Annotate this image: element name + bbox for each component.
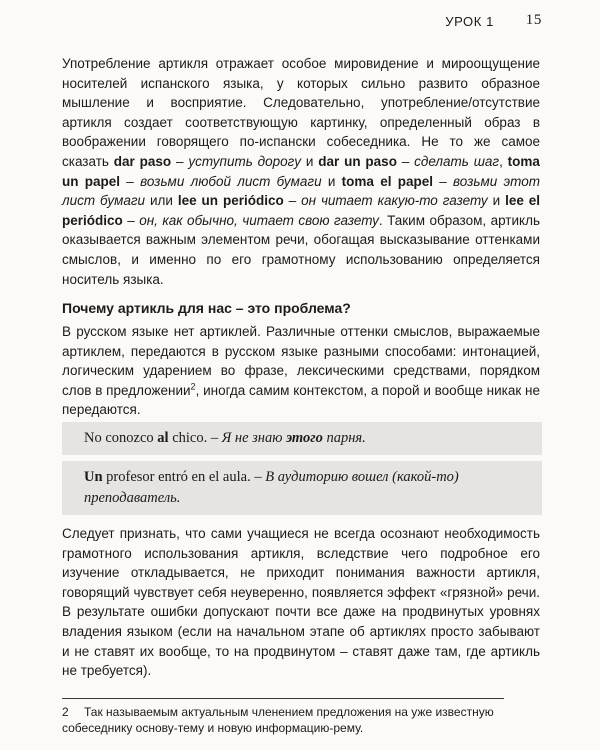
spanish-text: chico. [168,430,208,446]
text-run: – [432,173,454,189]
translation: он читает какую-то газету [301,193,488,209]
footnote [62,704,532,736]
spanish-text: No conozco [84,430,158,446]
text-run: – [122,212,140,228]
paragraph-russian-no-articles [62,322,540,420]
text-run: – [396,153,415,169]
spanish-phrase: dar paso [113,153,172,169]
page-number: 15 [525,12,542,28]
text-run: – [283,193,302,209]
footnote-divider [62,698,504,699]
footnote-marker: 2 [190,381,196,392]
translation: сделать шаг [414,153,500,169]
russian-translation: В аудиторию вошел (какой-то) преподаватель. [84,469,459,506]
example-sentence [62,422,542,455]
article-highlight: al [157,430,169,446]
russian-translation: парня. [322,430,366,446]
spanish-phrase: dar un paso [318,153,397,169]
emphasis-highlight: этого [286,430,323,446]
text-run: и [301,153,319,169]
chapter-label: УРОК 1 [445,14,494,29]
paragraph-article-worldview [62,54,540,289]
spanish-text: profesor entró en el aula. [102,469,251,485]
translation: возьми любой лист бумаги [140,173,322,189]
text-run: – [171,153,189,169]
text-run: и [487,193,506,209]
text-run: – [120,173,141,189]
text-run: . Таким образом, артикль оказывается важным элементом речи, обогащая высказывание оттенками смыслов, и именно по его грамотному использованию определяется носитель языка. [62,212,540,287]
example-sentence [62,461,542,515]
section-heading: Почему артикль для нас – это проблема? [62,300,351,316]
text-run: , иногда самим контекстом, а порой и вообще никак не передаются. [62,382,540,418]
translation: он, как обычно, читает свою газету [139,212,379,228]
spanish-phrase: lee el periódico [62,193,541,228]
text-run: или [145,193,178,209]
dash: – [250,469,266,485]
footnote-text: Так называемым актуальным членением предложения на уже известную собеседнику основу-тему и новую информацию-рему. [62,705,494,735]
examples-block [62,422,542,521]
spanish-phrase: toma un papel [62,153,540,189]
translation: уступить дорогу [188,153,302,169]
spanish-phrase: toma el papel [341,173,433,189]
paragraph-learners: Следует признать, что сами учащиеся не всегда осознают необходимость грамотного использования артикля, вследствие чего подробное его изучение откладывается, не приходит понимания важности артикля, говорящий чувствует себя неуверенно, появляется эффект «грязной» речи. В результате ошибки допускают почти все даже на продвинутых уровнях владения языком (если на начальном этапе об артиклях просто забывают и не ставят их вообще, то на продвинутом – ставят даже там, где артикль не требуется). [62,526,540,679]
text-run: , [499,153,508,169]
text-run: и [321,173,342,189]
article-highlight: Un [84,469,103,485]
text-run: В русском языке нет артиклей. Различные оттенки смыслов, выражаемые артиклем, передаются в русском языке разными способами: интонацией, логическим ударением во фразе, лексическими средствами, порядком слов в предложении [62,324,540,398]
russian-translation: Я не знаю [221,430,287,446]
footnote-number: 2 [62,705,69,719]
running-header [62,12,542,36]
translation: возьми этот лист бумаги [62,173,541,209]
dash: – [207,430,222,446]
text-run: Употребление артикля отражает особое мировидение и мироощущение носителей испанского языка, у которых сильно развито образное мышление и восприятие. Следовательно, употребление/отсутствие артикля создает соответствующую картинку, определенный образ в воображении говорящего по-испански собеседника. Не то же самое сказать [62,56,540,169]
spanish-phrase: lee un periódico [177,193,284,209]
